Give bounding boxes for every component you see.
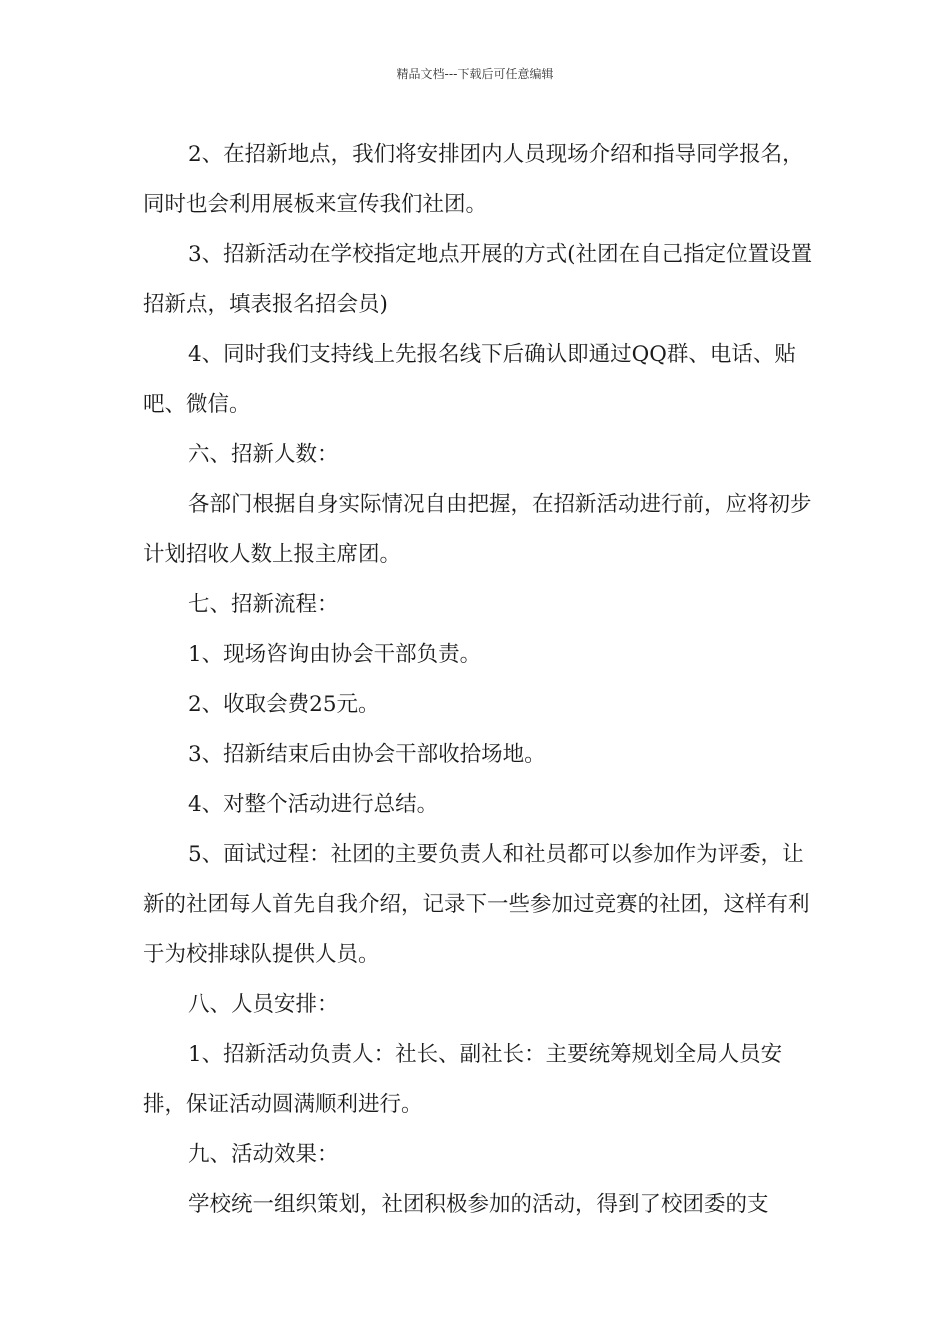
paragraph: 学校统一组织策划，社团积极参加的活动，得到了校团委的支 <box>188 1192 769 1217</box>
paragraph: 3、招新活动在学校指定地点开展的方式(社团在自己指定位置设置招新点，填表报名招会员) <box>143 242 813 317</box>
section-heading: 七、招新流程： <box>188 592 339 617</box>
list-item: 1、招新活动负责人：社长、副社长：主要统筹规划全局人员安排，保证活动圆满顺利进行。 <box>143 1042 783 1117</box>
paragraph: 各部门根据自身实际情况自由把握，在招新活动进行前，应将初步计划招收人数上报主席团。 <box>143 492 812 567</box>
paragraph: 4、同时我们支持线上先报名线下后确认即通过QQ群、电话、贴吧、微信。 <box>143 342 796 417</box>
list-item: 3、招新结束后由协会干部收拾场地。 <box>188 742 546 767</box>
list-item: 4、对整个活动进行总结。 <box>188 792 439 817</box>
section-heading: 六、招新人数： <box>188 442 339 467</box>
document-body <box>143 130 815 1230</box>
section-heading: 九、活动效果： <box>188 1142 339 1167</box>
paragraph: 2、在招新地点，我们将安排团内人员现场介绍和指导同学报名，同时也会利用展板来宣传我们社团。 <box>143 142 804 217</box>
section-heading: 八、人员安排： <box>188 992 339 1017</box>
list-item: 2、收取会费25元。 <box>188 692 380 717</box>
list-item: 1、现场咨询由协会干部负责。 <box>188 642 482 667</box>
list-item: 5、面试过程：社团的主要负责人和社员都可以参加作为评委，让新的社团每人首先自我介绍，记录下一些参加过竞赛的社团，这样有利于为校排球队提供人员。 <box>143 842 810 967</box>
page-header: 精品文档---下载后可任意编辑 <box>396 67 554 81</box>
